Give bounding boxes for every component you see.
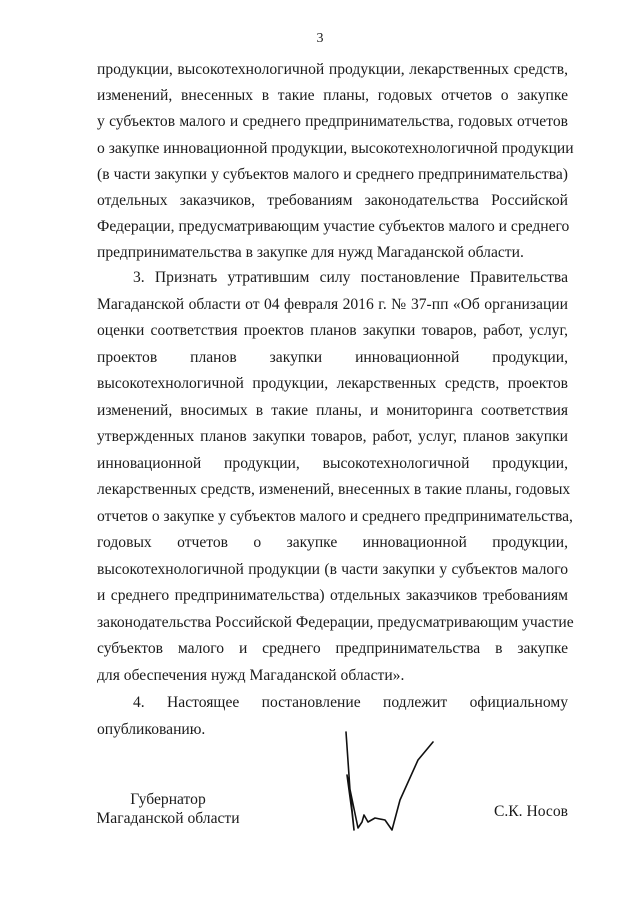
text-line: проектов планов закупки инновационной продукции, [97, 348, 568, 366]
text-line: Федерации, предусматривающим участие субъектов малого и среднего [97, 218, 570, 236]
text-line: для обеспечения нужд Магаданской области». [97, 666, 405, 684]
signatory-title-line: Губернатор [130, 791, 206, 808]
text-line: высокотехнологичной продукции (в части закупки у субъектов малого [97, 560, 568, 578]
signatory-title [90, 790, 246, 828]
signatory-name: С.К. Носов [493, 803, 568, 820]
text-line: у субъектов малого и среднего предпринимательства, годовых отчетов [97, 113, 568, 131]
paragraph-3 [97, 265, 574, 689]
text-line: продукции, высокотехнологичной продукции, лекарственных средств, [97, 61, 568, 78]
text-line: утвержденных планов закупки товаров, работ, услуг, планов закупки [97, 428, 568, 445]
page-number: 3 [316, 31, 324, 46]
text-line: и среднего предпринимательства) отдельных заказчиков требованиям [97, 587, 568, 604]
text-line: высокотехнологичной продукции, лекарственных средств, проектов [97, 375, 568, 392]
text-line: (в части закупки у субъектов малого и среднего предпринимательства) [97, 165, 568, 183]
text-line: инновационной продукции, высокотехнологичной продукции, [97, 454, 568, 472]
text-line: отдельных заказчиков, требованиям законодательства Российской [97, 191, 568, 209]
text-line: отчетов о закупке у субъектов малого и среднего предпринимательства, [97, 507, 573, 525]
text-line: 4. Настоящее постановление подлежит официальному [133, 694, 568, 711]
text-line: опубликованию. [97, 720, 206, 738]
signatory-title-line: Магаданской области [96, 810, 240, 827]
text-line: оценки соответствия проектов планов закупки товаров, работ, услуг, [97, 322, 568, 339]
text-line: годовых отчетов о закупке инновационной продукции, [97, 534, 568, 551]
handwritten-signature [330, 730, 440, 840]
text-line: законодательства Российской Федерации, предусматривающим участие [97, 613, 574, 631]
text-line: лекарственных средств, изменений, внесенных в такие планы, годовых [97, 481, 571, 498]
text-line: о закупке инновационной продукции, высокотехнологичной продукции [97, 139, 574, 157]
text-line: изменений, внесенных в такие планы, годовых отчетов о закупке [97, 87, 568, 105]
paragraph-continuation [97, 57, 574, 267]
text-line: изменений, вносимых в такие планы, и мониторинга соответствия [97, 401, 568, 419]
text-line: предпринимательства в закупке для нужд Магаданской области. [97, 244, 524, 262]
text-line: 3. Признать утратившим силу постановление Правительства [133, 269, 568, 286]
text-line: субъектов малого и среднего предпринимательства в закупке [97, 640, 568, 657]
text-line: Магаданской области от 04 февраля 2016 г. № 37-пп «Об организации [97, 295, 568, 313]
